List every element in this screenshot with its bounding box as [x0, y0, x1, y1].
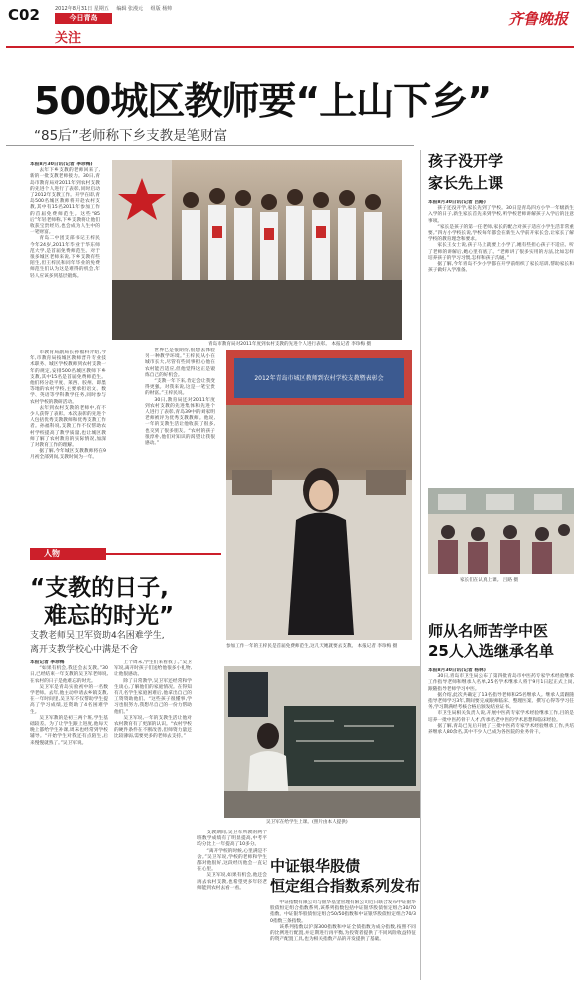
parents-photo-scene	[428, 488, 574, 574]
paragraph: 30日,青岛市卫生局公布了第四批青岛市中医药专家学术经验继承工作指导老师和继承人名单,25名学术继承人将于9月1日起正式上岗,跟随指导老师学习中医。	[428, 674, 574, 692]
headline-divider	[6, 145, 414, 146]
header-rule	[6, 46, 574, 48]
date-text: 2012年8月31日 星期五	[55, 6, 109, 12]
fund-story	[270, 900, 416, 980]
paper-logo: 齐鲁晚报	[507, 10, 568, 28]
paragraph: 除了日常教学,吴卫军还经常和学生谈心,了解他们的家庭情况。在得知有几名学生家庭困难后,他拿出自己的工资资助他们。“这些孩子很懂事,学习也很努力,我想尽自己的一份力帮助他们。”	[114, 678, 192, 715]
main-subhead: “85后”老师称下乡支教是笔财富	[34, 128, 228, 144]
paragraph: “支教一年下来,肯定会让我变得更强。对我来说,这是一笔宝贵的财富。”王梓民说。	[145, 379, 215, 397]
main-story-col3	[145, 348, 215, 543]
paragraph: 世界已是很期待,很想去体验另一种教学环境。”王梓民从小在城市长大,尽管有些同事担心他在农村能否适应,但他觉得这正是锻炼自己的好机会。	[145, 348, 215, 378]
tcm-story	[428, 668, 574, 980]
people-subhead-line1: 支教老师吴卫军资助4名困难学生,	[30, 631, 165, 641]
parents-headline-line2: 家长先上课	[428, 174, 504, 192]
teacher-photo-figure	[226, 350, 412, 640]
parents-headline-line1: 孩子没开学	[428, 152, 504, 170]
fund-headline-line2: 恒定组合指数系列发布	[270, 877, 421, 895]
parents-photo	[428, 488, 574, 574]
paragraph: 孩子还没开学,家长先到了学校。30日是青岛四方小学一年级新生入学的日子,新生家长首先来到学校,听学校老师讲解孩子入学后的注意事项。	[428, 206, 574, 224]
people-section-bar	[106, 553, 221, 555]
ceremony-photo	[112, 160, 402, 340]
people-story-col1	[30, 660, 108, 980]
tcm-headline-line1: 师从名师苦学中医	[428, 622, 549, 640]
people-story-col3	[197, 830, 267, 980]
people-headline-line1: “支教的日子,	[30, 575, 169, 601]
paragraph: 吴卫军说,一年的支教生活让他对农村教育有了更深的认识。“农村学校的硬件条件在不断改善,但师资力量还比较薄弱,需要更多的老师去支持。”	[114, 715, 192, 740]
paragraph: 据了解,今年青岛不少小学都在开学前组织了家长培训,帮助家长和孩子做好入学准备。	[428, 262, 574, 274]
paragraph: 中证指数有限公司与银华基金管理有限公司近日联合发布中证银华股债恒定组合指数系列,该系列指数包括中证银华股债恒定组合30/70指数、中证银华股债恒定组合50/50指数和中证银华股债恒定组合70/30指数三条指数。	[270, 900, 416, 924]
paragraph: 该系列指数以沪深300指数和中证全债指数为成分指数,按照不同的比例进行配置,并定期进行再平衡,为投资者提供了不同风险收益特征的资产配置工具,也为相关指数产品的开发提供了基础。	[270, 924, 416, 943]
people-story-col2	[114, 660, 192, 980]
paragraph: 据了解,今年城区支教教师将在9月初全部到岗,支教时间为一年。	[30, 449, 106, 461]
fund-headline-line1: 中证银华股债	[270, 857, 361, 875]
paragraph: 上个周末,学生们来看我了。”吴卫军说,离开时孩子们送给他很多小礼物,让他很感动。	[114, 660, 192, 678]
paragraph: 30日,教育局还对2011年度到农村支教的先进集体和先进个人进行了表彰,青岛39中的刘家明老师被评为优秀支教教师。他说,一年的支教生活让他收获了很多,也交到了很多朋友。“农村的孩子很淳朴,他们对知识的渴望让我很感动。”	[145, 397, 215, 447]
paragraph: “如果有机会,我还会去支教。”30日,已经结束一年支教的吴卫军老师说,在农村的日子是他难忘的时光。	[30, 666, 108, 684]
photo-caption: 吴卫军在给学生上课。(照片由本人提供)	[266, 820, 348, 825]
paragraph: 家长王女士说,孩子马上就要上小学了,她有些担心孩子不适应。听了老师的讲解后,她心里有底了。“老师讲了很多实用的方法,比如怎样培养孩子的学习习惯,怎样和孩子沟通。”	[428, 243, 574, 261]
people-subhead-line2: 离开支教学校心中满是不舍	[30, 645, 139, 655]
main-headline: 500城区教师要“上山下乡”	[34, 79, 492, 123]
paragraph: 去年到农村支教的老师中,有不少人获得了表彰。本次表彰的先进个人包括优秀支教教师和优秀支教工作者。孙福科说,支教工作不仅帮助农村学校提高了教学质量,也让城区教师了解了农村教育的实际情况,加深了对教育工作的理解。	[30, 405, 106, 449]
classroom-photo-scene	[224, 666, 420, 818]
byline: 本报8月30日讯(记者 吕路)	[428, 200, 486, 205]
paragraph: 市教育局副局长孙福科介绍,今年,市教育局按城区教师晋升专业技术职务、城区学校教师到农村支教一年的规定,安排500名城区教师下乡支教,其中15名是首届免费师范生。他们将分赴平度、莱西、胶州、即墨等地的农村学校,主要承担语文、数学、英语等学科教学任务,同时参与农村学校的教研活动。	[30, 350, 106, 405]
byline: 本报8月30日讯(记者 杨林)	[428, 668, 486, 673]
classroom-photo	[224, 666, 420, 818]
parents-story	[428, 200, 574, 485]
paragraph: 据了解,青岛已先后开展了三批中医药专家学术经验继承工作,共培养继承人80余名,其中不少人已成为各医院的业务骨干。	[428, 723, 574, 736]
paragraph: 据介绍,此次共确定了13名指导老师和25名继承人。继承人需跟随指导老师学习3年,期间要完成跟师临床、整理医案、撰写心得等学习任务,学习期满经考核合格后颁发结业证书。	[428, 692, 574, 711]
paragraph: 吴卫军教的是初三两个班,学生基础较差。为了让学生跟上进度,他每天晚上都给学生补课,周末也经常到学校辅导。“开始学生对我还有点陌生,后来慢慢就熟了。”吴卫军说。	[30, 715, 108, 746]
paragraph: 市卫生局相关负责人说,开展中医药专家学术经验继承工作,目的是培养一批中医药骨干人才,传承名老中医的学术思想和临床经验。	[428, 711, 574, 723]
ceremony-photo-figures	[112, 160, 402, 340]
paragraph: 吴卫军是青岛实验初中的一名数学老师。去年,他主动申请去乡镇支教,在一年时间里,吴卫军不仅帮助学生提高了学习成绩,还资助了4名困难学生。	[30, 684, 108, 715]
paragraph: 去年下乡支教的老师回来了,新的一批支教老师接力。30日,青岛市教育局对2011年到农村支教的先进个人进行了表彰,同时启动了2012年支教工作。开学在即,青岛500名城区教师将开赴农村支教,其中有15名2011年参加工作的首届免费师范生。这些“85后”年轻老师称,下乡支教将让他们收获宝贵经历,也会成为人生中的一笔财富。	[30, 168, 100, 236]
design-text: 组版 杨帅	[150, 6, 173, 12]
byline: 本报8月30日讯(记者 李珍梅)	[30, 162, 93, 167]
section-label: 关注	[55, 31, 82, 46]
page-number: C02	[8, 6, 40, 24]
paragraph: “家长是孩子的第一任老师,家长的配合对孩子适应小学生活非常重要。”四方小学校长说,学校每年都会在新生入学前开家长会,让家长了解学校的教育理念和要求。	[428, 224, 574, 243]
people-headline-line2: 难忘的时光”	[44, 603, 175, 629]
paragraph: 支教期间,吴卫军所教的两个班数学成绩有了明显提高,中考平均分比上一年提高了10多分。	[197, 830, 267, 848]
paragraph: “离开学校的时候,心里满是不舍。”吴卫军说,学校的老师和学生都对他很好,这段经历他会一直记在心里。	[197, 848, 267, 873]
people-section-label: 人物	[30, 548, 106, 560]
paragraph: 青岛二中团支部书记王梓民今年24岁,2011年毕业于华东师范大学,是首届免费师范生。对于很多城区老师来说,下乡支教有些陌生,但王梓民和同年毕业的免费师范生们认为这是难得的机会,年轻人应该多到基层锻炼。	[30, 236, 100, 279]
photo-caption: 家长们在认真上课。 吕路 摄	[460, 578, 519, 583]
right-column-rule	[420, 150, 421, 980]
photo-caption: 青岛市教育局对2011年度到农村支教的先进个人进行表彰。 本报记者 李珍梅 摄	[208, 342, 372, 347]
paragraph: 吴卫军说,如果有机会,他还会再去农村支教,也希望更多年轻老师能到农村去看一看。	[197, 873, 267, 891]
photo-caption: 参加工作一年的王梓民是首届免费师范生,这几天她就要去支教。 本报记者 李珍梅 摄	[226, 644, 398, 649]
section-top-label: 今日青岛	[55, 13, 112, 24]
tcm-headline-line2: 25人入选继承名单	[428, 642, 554, 660]
main-story-col2	[30, 350, 106, 565]
byline: 本报记者 李珍梅	[30, 660, 65, 665]
teacher-photo	[226, 350, 412, 640]
date-line	[55, 5, 172, 12]
banner-text: 2012年青岛市城区教师到农村学校支教暨表彰会	[254, 375, 384, 382]
editor-text: 编辑 张漫元	[116, 6, 144, 12]
